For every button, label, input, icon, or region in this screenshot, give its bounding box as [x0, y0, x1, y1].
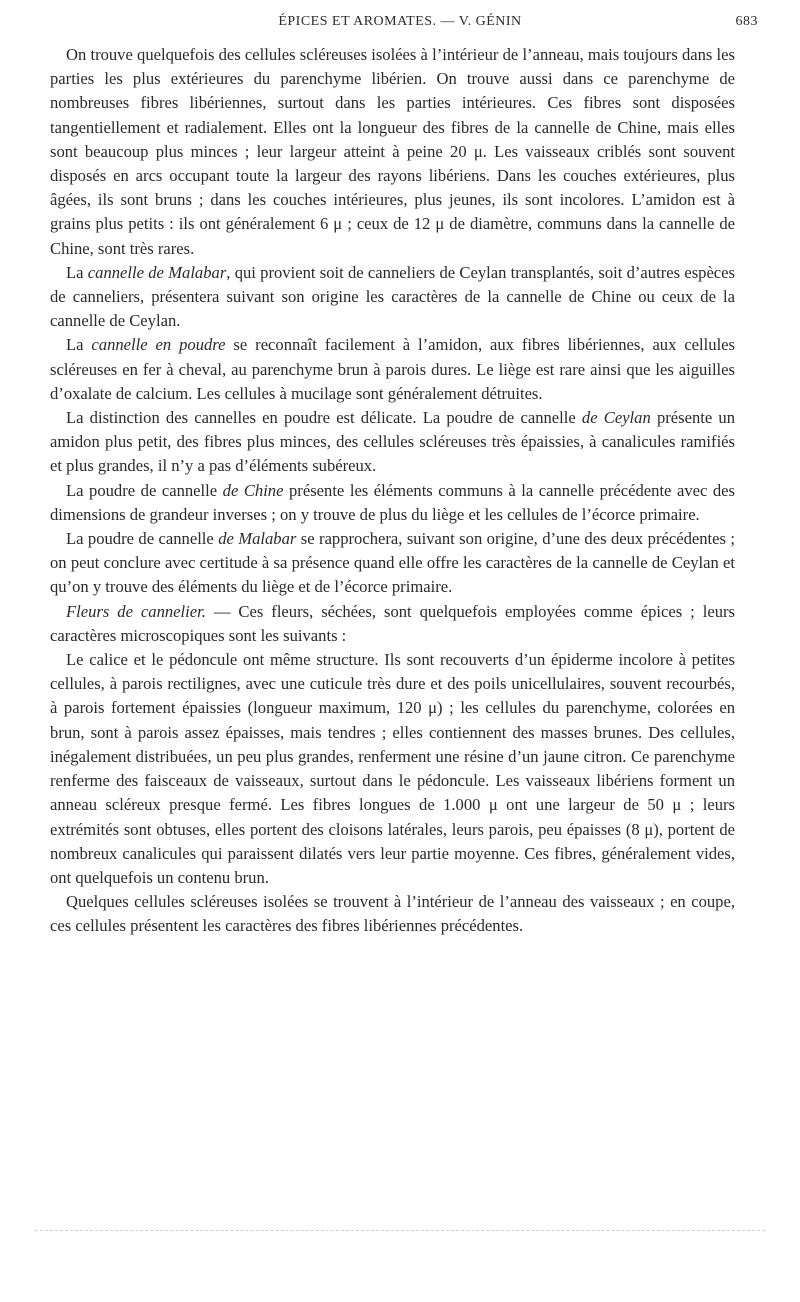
header-title: ÉPICES ET AROMATES. — V. GÉNIN: [278, 14, 522, 29]
paragraph: Fleurs de cannelier. — Ces fleurs, séchées, sont quelquefois employées comme épices ; leurs caractères microscopiques sont les suivants :: [50, 601, 735, 645]
italic-term: de Ceylan: [581, 408, 651, 428]
paragraph: La distinction des cannelles en poudre est délicate. La poudre de cannelle de Ceylan présente un amidon plus petit, des fibres plus minces, des cellules scléreuses très épaissies, à canalicules ramifiés et plus grandes, il n’y a pas d’éléments subéreux.: [50, 408, 735, 476]
paragraph: La poudre de cannelle de Malabar se rapprochera, suivant son origine, d’une des deux précédentes ; on peut conclure avec certitude à sa présence quand elle offre les caractères de la cannelle de Ceylan et qu’on y trouve des éléments du liège et de l’écorce primaire.: [50, 529, 735, 597]
italic-term: cannelle en poudre: [91, 335, 226, 355]
body-text: [50, 43, 735, 939]
paragraph: On trouve quelquefois des cellules scléreuses isolées à l’intérieur de l’anneau, mais toujours dans les parties les plus extérieures du parenchyme libérien. On trouve aussi dans ce parenchyme de nombreuses fibres libériennes, surtout dans les parties intérieures. Ces fibres sont disposées tangentiellement et radialement. Elles ont la longueur des fibres de la cannelle de Chine, mais elles sont beaucoup plus minces ; leur largeur atteint à peine 20 μ. Les vaisseaux criblés sont souvent disposés en arcs occupant toute la largeur des rayons libériens. Dans les couches extérieures, plus âgées, ils sont bruns ; dans les couches intérieures, plus jeunes, ils sont incolores. L’amidon est à grains plus petits : ils ont généralement 6 μ ; ceux de 12 μ de diamètre, communs dans la cannelle de Chine, sont très rares.: [50, 45, 735, 258]
italic-term: de Malabar: [218, 529, 297, 549]
footer-divider: [35, 1230, 765, 1231]
page-number: 683: [735, 14, 758, 29]
paragraph: Le calice et le pédoncule ont même structure. Ils sont recouverts d’un épiderme incolore à petites cellules, à parois rectilignes, avec une cuticule très dure et des poils unicellulaires, souvent recourbés, à parois fortement épaissies (longueur maximum, 120 μ) ; les cellules du parenchyme, colorées en brun, sont à parois assez épaisses, mais tendres ; elles contiennent des masses brunes. Des cellules, inégalement distribuées, un peu plus grandes, renferment une résine d’un jaune citron. Ce parenchyme renferme des faisceaux de vaisseaux, surtout dans le pédoncule. Les vaisseaux libériens forment un anneau scléreux presque fermé. Les fibres longues de 1.000 μ ont une largeur de 50 μ ; leurs extrémités sont obtuses, elles portent des cloisons latérales, leurs parois, peu épaisses (8 μ), portent de nombreux canalicules qui paraissent dilatés vers leur partie moyenne. Ces fibres, généralement vides, ont quelquefois un contenu brun.: [50, 650, 735, 887]
paragraph: La poudre de cannelle de Chine présente les éléments communs à la cannelle précédente avec des dimensions de grandeur inverses ; on y trouve de plus du liège et les cellules de l’écorce primaire.: [50, 480, 735, 524]
paragraph: Quelques cellules scléreuses isolées se trouvent à l’intérieur de l’anneau des vaisseaux ; en coupe, ces cellules présentent les caractères des fibres libériennes précédentes.: [50, 892, 735, 936]
running-header: [0, 14, 800, 38]
paragraph: La cannelle de Malabar, qui provient soit de canneliers de Ceylan transplantés, soit d’autres espèces de canneliers, présentera suivant son origine les caractères de la cannelle de Chine ou ceux de la cannelle de Ceylan.: [50, 262, 735, 331]
italic-term: cannelle de Malabar: [87, 262, 227, 282]
paragraph: La cannelle en poudre se reconnaît facilement à l’amidon, aux fibres libériennes, aux cellules scléreuses en fer à cheval, au parenchyme brun à parois dures. Le liège est rare ainsi que les aiguilles d’oxalate de calcium. Les cellules à mucilage sont généralement détruites.: [50, 335, 735, 403]
section-heading: Fleurs de cannelier.: [66, 601, 206, 621]
italic-term: de Chine: [222, 480, 284, 500]
